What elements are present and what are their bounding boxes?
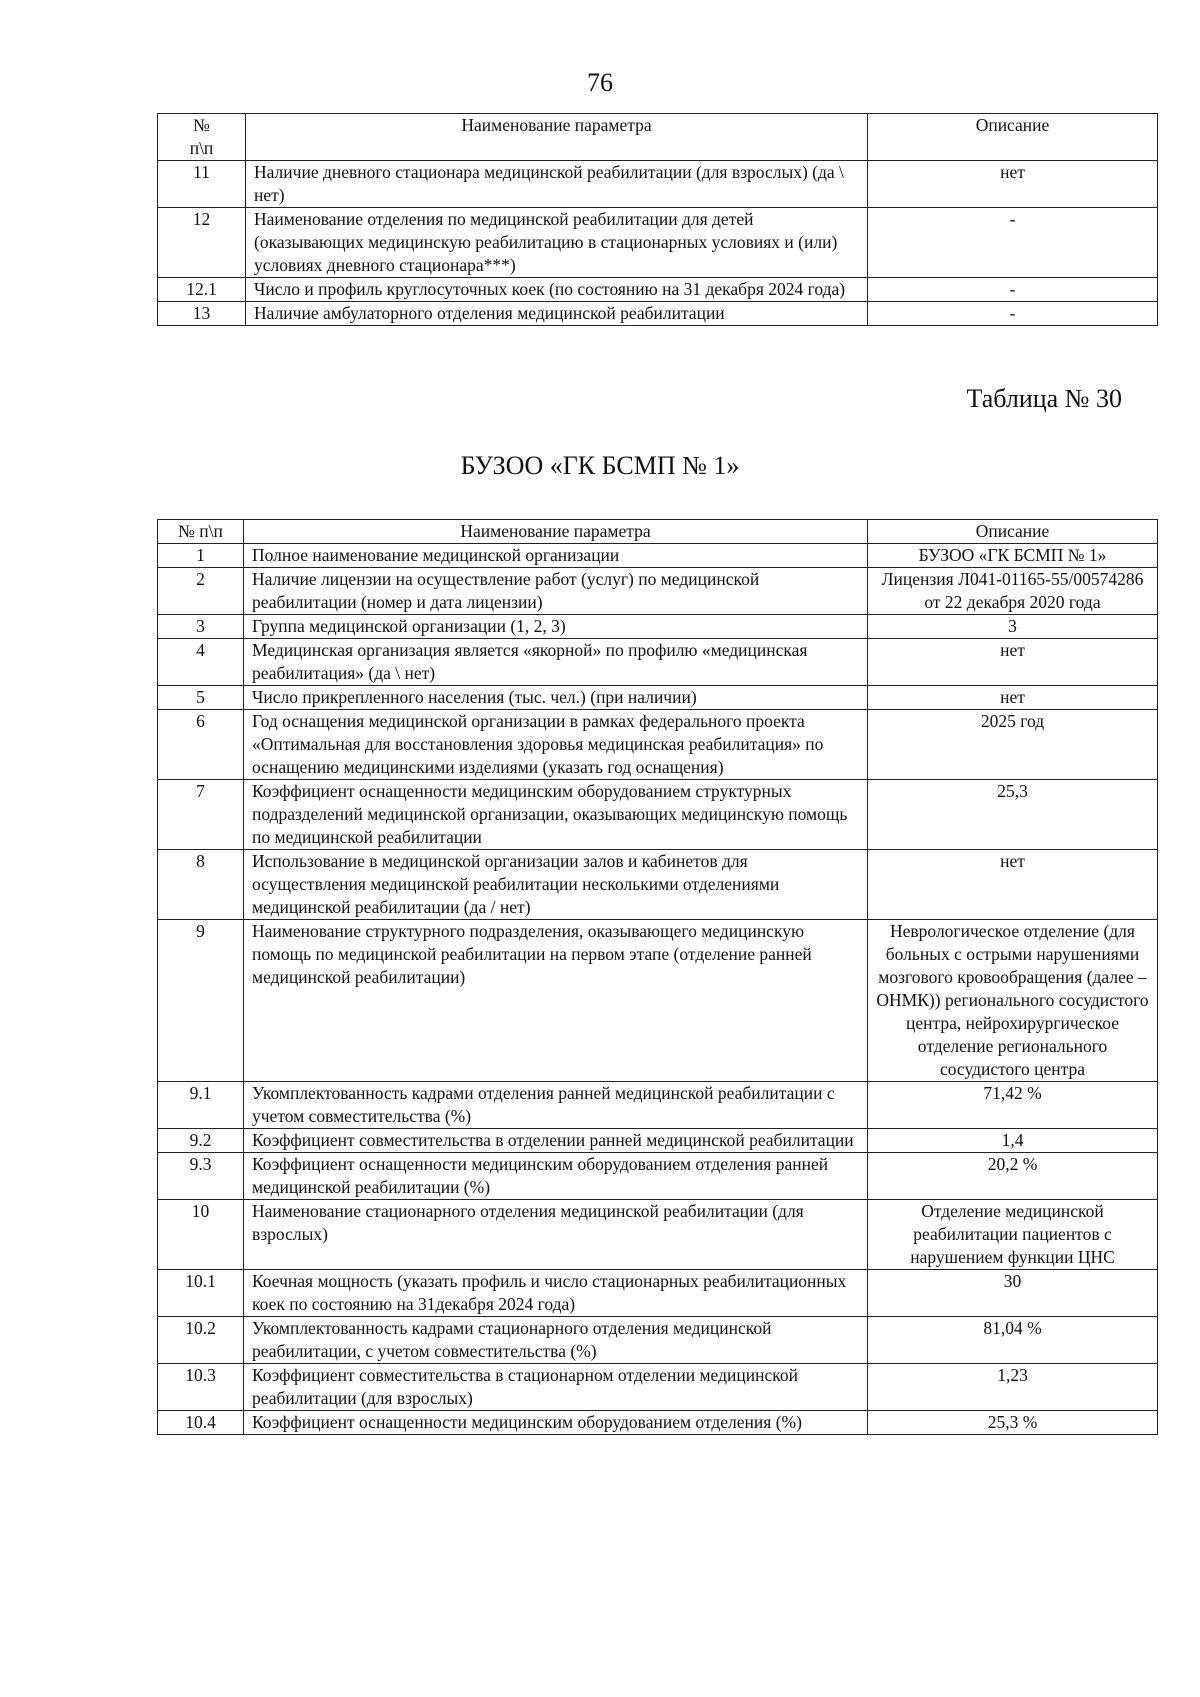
row-description: 3: [868, 615, 1158, 639]
row-parameter: Коэффициент оснащенности медицинским оборудованием отделения ранней медицинской реабилитации (%): [244, 1153, 868, 1200]
row-description: 2025 год: [868, 710, 1158, 780]
row-parameter: Коэффициент оснащенности медицинским оборудованием отделения (%): [244, 1411, 868, 1435]
row-number: 10.3: [158, 1364, 244, 1411]
row-parameter: Коэффициент совместительства в стационарном отделении медицинской реабилитации (для взрослых): [244, 1364, 868, 1411]
table-row: [158, 780, 1158, 850]
row-parameter: Укомплектованность кадрами стационарного отделения медицинской реабилитации, с учетом совместительства (%): [244, 1317, 868, 1364]
row-number: 4: [158, 639, 244, 686]
table-row: [158, 639, 1158, 686]
table-row: [158, 208, 1158, 278]
row-number: 13: [158, 302, 246, 326]
row-description: 71,42 %: [868, 1082, 1158, 1129]
table-row: [158, 1153, 1158, 1200]
row-description: 81,04 %: [868, 1317, 1158, 1364]
row-number: 9: [158, 920, 244, 1082]
row-parameter: Наименование структурного подразделения, оказывающего медицинскую помощь по медицинской реабилитации на первом этапе (отделение ранней медицинской реабилитации): [244, 920, 868, 1082]
row-parameter: Число прикрепленного населения (тыс. чел.) (при наличии): [244, 686, 868, 710]
table-row: [158, 1082, 1158, 1129]
row-parameter: Наличие амбулаторного отделения медицинской реабилитации: [246, 302, 868, 326]
header-parameter: Наименование параметра: [244, 520, 868, 544]
table-row: [158, 1317, 1158, 1364]
row-description: 20,2 %: [868, 1153, 1158, 1200]
row-number: 1: [158, 544, 244, 568]
table-row: [158, 686, 1158, 710]
row-number: 10: [158, 1200, 244, 1270]
row-parameter: Полное наименование медицинской организации: [244, 544, 868, 568]
page-number: 76: [587, 68, 613, 97]
table-row: [158, 1270, 1158, 1317]
row-description: БУЗОО «ГК БСМП № 1»: [868, 544, 1158, 568]
row-number: 9.2: [158, 1129, 244, 1153]
row-description: Неврологическое отделение (для больных с острыми нарушениями мозгового кровообращения (далее – ОНМК)) регионального сосудистого центра, нейрохирургическое отделение регионального сосудистого центра: [868, 920, 1158, 1082]
row-parameter: Группа медицинской организации (1, 2, 3): [244, 615, 868, 639]
table-previous-continuation: [157, 113, 1158, 326]
table-row: [158, 544, 1158, 568]
row-number: 9.1: [158, 1082, 244, 1129]
row-number: 10.1: [158, 1270, 244, 1317]
row-parameter: Наименование стационарного отделения медицинской реабилитации (для взрослых): [244, 1200, 868, 1270]
row-number: 9.3: [158, 1153, 244, 1200]
row-description: 30: [868, 1270, 1158, 1317]
table-row: [158, 302, 1158, 326]
row-number: 12.1: [158, 278, 246, 302]
row-parameter: Наличие дневного стационара медицинской реабилитации (для взрослых) (да \ нет): [246, 161, 868, 208]
table-row: [158, 710, 1158, 780]
row-description: Отделение медицинской реабилитации пациентов с нарушением функции ЦНС: [868, 1200, 1158, 1270]
row-number: 11: [158, 161, 246, 208]
row-number: 6: [158, 710, 244, 780]
row-number: 3: [158, 615, 244, 639]
table-row: [158, 615, 1158, 639]
table-row: [158, 1411, 1158, 1435]
row-description: 25,3 %: [868, 1411, 1158, 1435]
row-number: 2: [158, 568, 244, 615]
row-parameter: Использование в медицинской организации залов и кабинетов для осуществления медицинской реабилитации несколькими отделениями медицинской реабилитации (да / нет): [244, 850, 868, 920]
table-row: [158, 920, 1158, 1082]
header-number: № п\п: [158, 114, 246, 161]
table-organization-parameters: [157, 519, 1158, 1435]
row-description: нет: [868, 850, 1158, 920]
row-parameter: Коэффициент совместительства в отделении ранней медицинской реабилитации: [244, 1129, 868, 1153]
header-number: № п\п: [158, 520, 244, 544]
table-row: [158, 161, 1158, 208]
table-heading: БУЗОО «ГК БСМП № 1»: [460, 451, 740, 480]
table-row: [158, 278, 1158, 302]
row-description: 1,23: [868, 1364, 1158, 1411]
row-description: нет: [868, 686, 1158, 710]
row-parameter: Коечная мощность (указать профиль и число стационарных реабилитационных коек по состоянию на 31декабря 2024 года): [244, 1270, 868, 1317]
table-row: [158, 1364, 1158, 1411]
row-parameter: Укомплектованность кадрами отделения ранней медицинской реабилитации с учетом совместительства (%): [244, 1082, 868, 1129]
row-parameter: Наименование отделения по медицинской реабилитации для детей (оказывающих медицинскую реабилитацию в стационарных условиях и (или) условиях дневного стационара***): [246, 208, 868, 278]
row-number: 8: [158, 850, 244, 920]
table-row: [158, 1200, 1158, 1270]
row-description: Лицензия Л041-01165-55/00574286 от 22 декабря 2020 года: [868, 568, 1158, 615]
table-header-row: [158, 520, 1158, 544]
row-parameter: Коэффициент оснащенности медицинским оборудованием структурных подразделений медицинской организации, оказывающих медицинскую помощь по медицинской реабилитации: [244, 780, 868, 850]
row-parameter: Число и профиль круглосуточных коек (по состоянию на 31 декабря 2024 года): [246, 278, 868, 302]
header-parameter: Наименование параметра: [246, 114, 868, 161]
row-number: 10.2: [158, 1317, 244, 1364]
row-number: 10.4: [158, 1411, 244, 1435]
row-description: нет: [868, 639, 1158, 686]
row-description: нет: [868, 161, 1158, 208]
header-description: Описание: [868, 520, 1158, 544]
row-description: 1,4: [868, 1129, 1158, 1153]
table-row: [158, 568, 1158, 615]
table-row: [158, 1129, 1158, 1153]
row-parameter: Наличие лицензии на осуществление работ (услуг) по медицинской реабилитации (номер и дата лицензии): [244, 568, 868, 615]
row-number: 7: [158, 780, 244, 850]
row-parameter: Год оснащения медицинской организации в рамках федерального проекта «Оптимальная для восстановления здоровья медицинская реабилитация» по оснащению медицинскими изделиями (указать год оснащения): [244, 710, 868, 780]
table-row: [158, 850, 1158, 920]
row-description: -: [868, 278, 1158, 302]
row-description: -: [868, 302, 1158, 326]
row-number: 5: [158, 686, 244, 710]
row-number: 12: [158, 208, 246, 278]
table-body: [158, 161, 1158, 326]
header-description: Описание: [868, 114, 1158, 161]
row-description: 25,3: [868, 780, 1158, 850]
table-header-row: [158, 114, 1158, 161]
row-parameter: Медицинская организация является «якорной» по профилю «медицинская реабилитация» (да \ нет): [244, 639, 868, 686]
table-caption: Таблица № 30: [966, 384, 1122, 413]
table-body: [158, 544, 1158, 1435]
row-description: -: [868, 208, 1158, 278]
